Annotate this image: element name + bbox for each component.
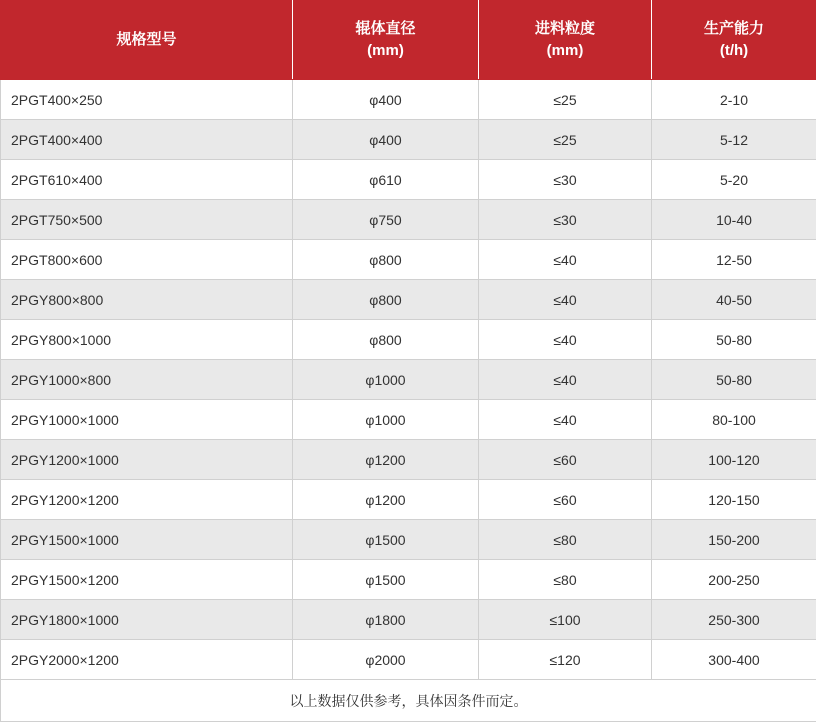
table-row bbox=[1, 600, 816, 640]
table-row bbox=[1, 480, 816, 520]
header-title: 辊体直径 bbox=[355, 20, 415, 37]
table-row bbox=[1, 640, 816, 680]
cell-feed-size: ≤40 bbox=[479, 360, 652, 400]
cell-model: 2PGT750×500 bbox=[1, 200, 293, 240]
cell-feed-size: ≤30 bbox=[479, 160, 652, 200]
cell-model: 2PGY1200×1000 bbox=[1, 440, 293, 480]
cell-roller-diameter: φ1800 bbox=[293, 600, 479, 640]
cell-model: 2PGY1200×1200 bbox=[1, 480, 293, 520]
cell-roller-diameter: φ610 bbox=[293, 160, 479, 200]
cell-capacity: 80-100 bbox=[652, 400, 816, 440]
cell-model: 2PGY1500×1200 bbox=[1, 560, 293, 600]
header-unit: (t/h) bbox=[656, 40, 812, 62]
cell-roller-diameter: φ1200 bbox=[293, 480, 479, 520]
cell-capacity: 5-12 bbox=[652, 120, 816, 160]
cell-roller-diameter: φ400 bbox=[293, 120, 479, 160]
cell-model: 2PGY1000×1000 bbox=[1, 400, 293, 440]
cell-feed-size: ≤120 bbox=[479, 640, 652, 680]
table-row bbox=[1, 80, 816, 120]
column-header-feed-size bbox=[479, 1, 652, 80]
table-row bbox=[1, 320, 816, 360]
cell-model: 2PGT400×250 bbox=[1, 80, 293, 120]
cell-capacity: 120-150 bbox=[652, 480, 816, 520]
cell-feed-size: ≤60 bbox=[479, 480, 652, 520]
cell-feed-size: ≤25 bbox=[479, 80, 652, 120]
table-row bbox=[1, 240, 816, 280]
table-row bbox=[1, 280, 816, 320]
table-row bbox=[1, 200, 816, 240]
cell-capacity: 300-400 bbox=[652, 640, 816, 680]
cell-roller-diameter: φ800 bbox=[293, 320, 479, 360]
cell-model: 2PGT800×600 bbox=[1, 240, 293, 280]
column-header-roller-diameter bbox=[293, 1, 479, 80]
cell-feed-size: ≤80 bbox=[479, 560, 652, 600]
cell-capacity: 200-250 bbox=[652, 560, 816, 600]
cell-feed-size: ≤80 bbox=[479, 520, 652, 560]
cell-roller-diameter: φ800 bbox=[293, 280, 479, 320]
header-title: 规格型号 bbox=[116, 31, 176, 48]
header-row bbox=[1, 1, 816, 80]
cell-feed-size: ≤40 bbox=[479, 240, 652, 280]
cell-capacity: 12-50 bbox=[652, 240, 816, 280]
cell-capacity: 5-20 bbox=[652, 160, 816, 200]
cell-feed-size: ≤40 bbox=[479, 320, 652, 360]
cell-capacity: 10-40 bbox=[652, 200, 816, 240]
cell-capacity: 2-10 bbox=[652, 80, 816, 120]
header-title: 生产能力 bbox=[704, 20, 764, 37]
footnote-row bbox=[1, 680, 816, 722]
cell-capacity: 40-50 bbox=[652, 280, 816, 320]
cell-model: 2PGY1000×800 bbox=[1, 360, 293, 400]
cell-roller-diameter: φ2000 bbox=[293, 640, 479, 680]
cell-feed-size: ≤30 bbox=[479, 200, 652, 240]
cell-feed-size: ≤60 bbox=[479, 440, 652, 480]
table-row bbox=[1, 120, 816, 160]
header-unit: (mm) bbox=[483, 40, 647, 62]
table-row bbox=[1, 360, 816, 400]
cell-roller-diameter: φ1000 bbox=[293, 400, 479, 440]
table-row bbox=[1, 400, 816, 440]
table-row bbox=[1, 560, 816, 600]
cell-capacity: 50-80 bbox=[652, 360, 816, 400]
table-header bbox=[1, 1, 816, 80]
cell-model: 2PGY2000×1200 bbox=[1, 640, 293, 680]
column-header-model bbox=[1, 1, 293, 80]
cell-roller-diameter: φ400 bbox=[293, 80, 479, 120]
cell-model: 2PGY1500×1000 bbox=[1, 520, 293, 560]
cell-roller-diameter: φ1000 bbox=[293, 360, 479, 400]
cell-capacity: 150-200 bbox=[652, 520, 816, 560]
column-header-capacity bbox=[652, 1, 816, 80]
cell-capacity: 100-120 bbox=[652, 440, 816, 480]
table-body bbox=[1, 80, 816, 680]
cell-model: 2PGY800×800 bbox=[1, 280, 293, 320]
cell-model: 2PGY1800×1000 bbox=[1, 600, 293, 640]
header-unit: (mm) bbox=[297, 40, 474, 62]
cell-model: 2PGT400×400 bbox=[1, 120, 293, 160]
cell-capacity: 50-80 bbox=[652, 320, 816, 360]
cell-roller-diameter: φ1500 bbox=[293, 520, 479, 560]
table-footer bbox=[1, 680, 816, 722]
cell-feed-size: ≤25 bbox=[479, 120, 652, 160]
footnote-text: 以上数据仅供参考，具体因条件而定。 bbox=[1, 680, 816, 722]
cell-feed-size: ≤40 bbox=[479, 400, 652, 440]
cell-feed-size: ≤40 bbox=[479, 280, 652, 320]
table-row bbox=[1, 160, 816, 200]
cell-roller-diameter: φ750 bbox=[293, 200, 479, 240]
cell-roller-diameter: φ1500 bbox=[293, 560, 479, 600]
cell-roller-diameter: φ800 bbox=[293, 240, 479, 280]
cell-feed-size: ≤100 bbox=[479, 600, 652, 640]
cell-capacity: 250-300 bbox=[652, 600, 816, 640]
table-row bbox=[1, 520, 816, 560]
cell-model: 2PGT610×400 bbox=[1, 160, 293, 200]
table-row bbox=[1, 440, 816, 480]
cell-model: 2PGY800×1000 bbox=[1, 320, 293, 360]
header-title: 进料粒度 bbox=[535, 20, 595, 37]
cell-roller-diameter: φ1200 bbox=[293, 440, 479, 480]
